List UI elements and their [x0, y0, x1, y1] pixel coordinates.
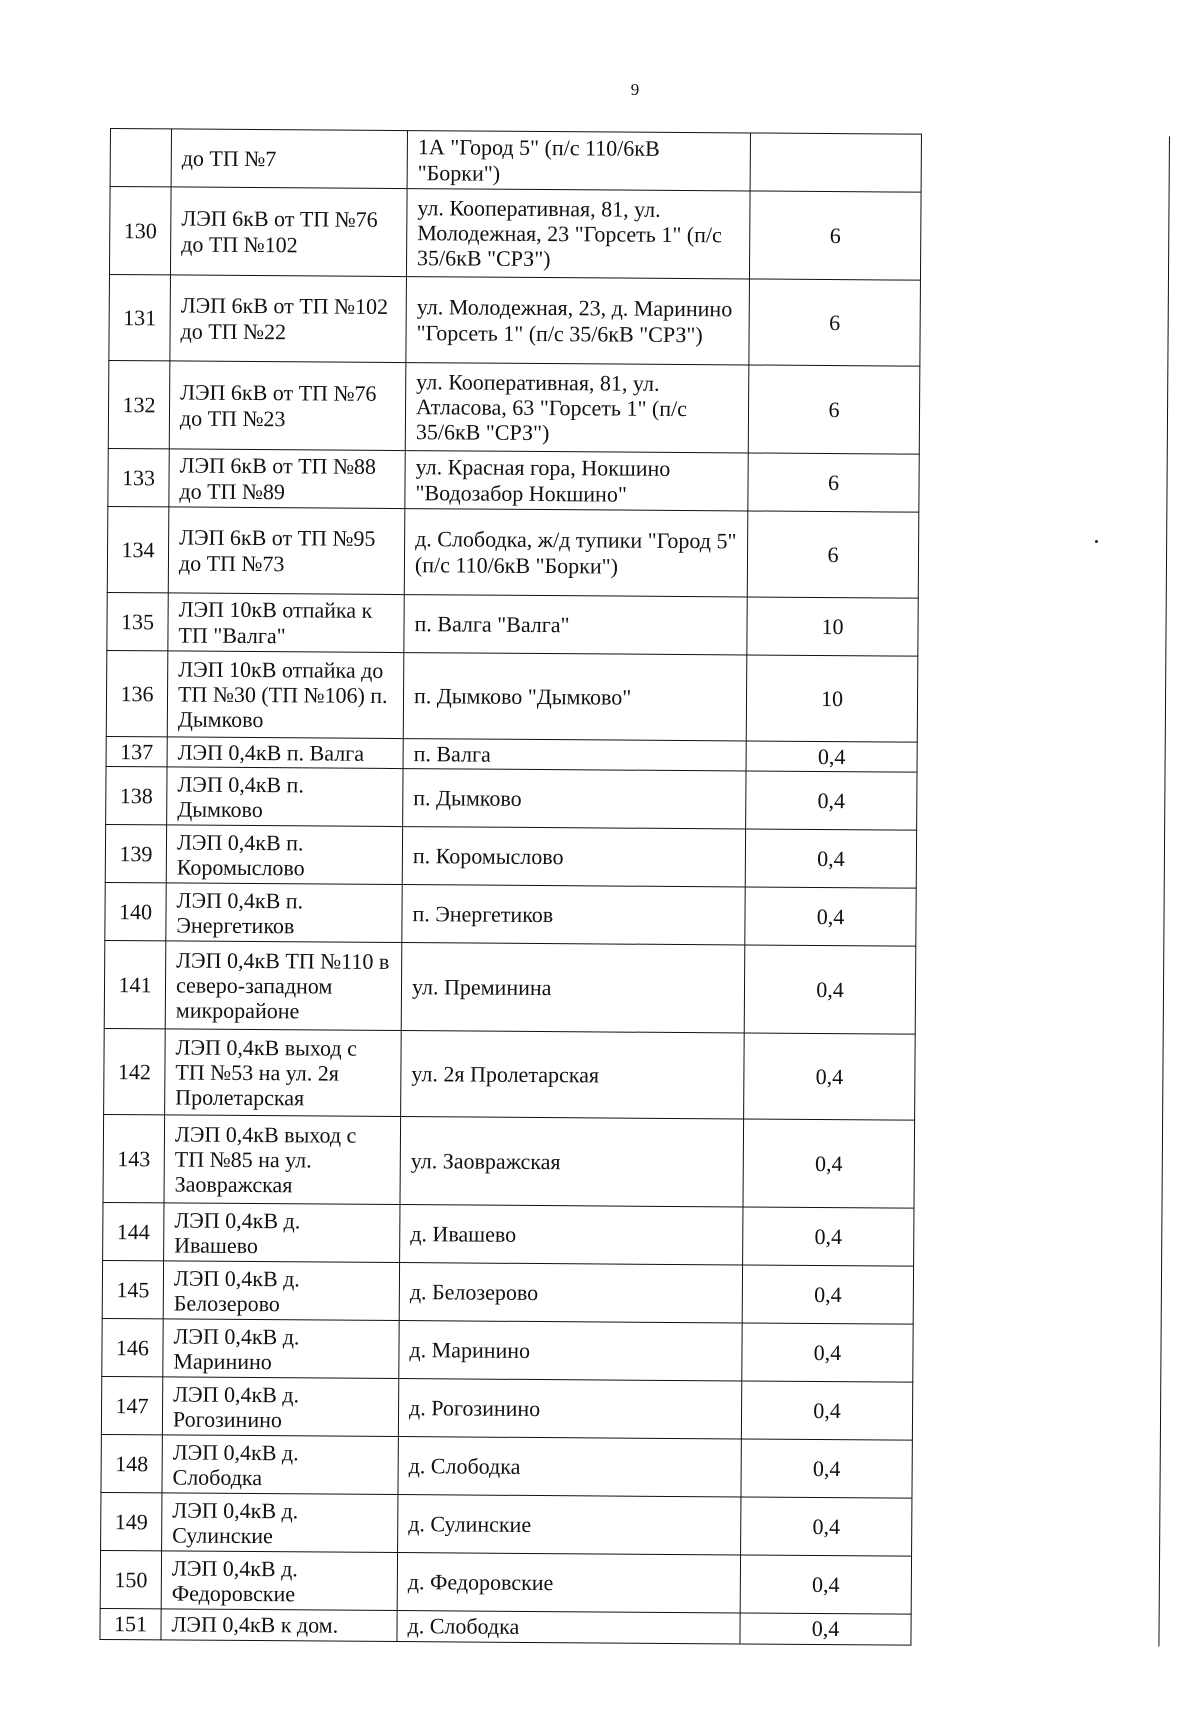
- table-row: [108, 360, 1168, 455]
- row-number-cell: 139: [105, 825, 166, 883]
- extra-cell: [916, 830, 1164, 890]
- table-row: [108, 448, 1167, 513]
- table-row: [103, 1115, 1163, 1210]
- address-cell: д. Сулинские: [398, 1495, 741, 1555]
- line-name-cell: ЛЭП 6кВ от ТП №76 до ТП №23: [169, 361, 406, 451]
- address-cell: п. Дымково: [403, 769, 746, 829]
- table-row: [109, 187, 1169, 282]
- extra-cell: [920, 280, 1169, 368]
- table-row: [104, 1029, 1164, 1122]
- voltage-cell: 0,4: [741, 1497, 912, 1556]
- voltage-cell: 0,4: [744, 1033, 916, 1120]
- row-number-cell: 149: [101, 1493, 162, 1551]
- extra-cell: [911, 1614, 1159, 1646]
- row-number-cell: 151: [100, 1609, 161, 1640]
- table-row: [103, 1203, 1162, 1268]
- address-cell: ул. 2я Пролетарская: [401, 1031, 745, 1119]
- line-name-cell: ЛЭП 6кВ от ТП №88 до ТП №89: [169, 449, 405, 509]
- table-body: [100, 129, 1170, 1647]
- row-number-cell: 142: [104, 1029, 166, 1115]
- table-row: [100, 1609, 1159, 1647]
- row-number-cell: 136: [106, 650, 168, 736]
- address-cell: п. Валга "Валга": [404, 595, 747, 655]
- scan-speck: [1095, 540, 1098, 543]
- line-name-cell: до ТП №7: [171, 129, 407, 189]
- table-row: [102, 1261, 1161, 1326]
- table-row: [109, 274, 1169, 367]
- extra-cell: [915, 946, 1164, 1036]
- row-number-cell: 135: [107, 592, 168, 650]
- extra-cell: [917, 772, 1165, 832]
- address-cell: ул. Кооперативная, 81, ул. Молодежная, 23 "Горсеть 1" (п/с 35/6кВ "СРЗ"): [406, 189, 750, 279]
- extra-cell: [912, 1382, 1160, 1442]
- voltage-cell: 10: [747, 597, 918, 656]
- extra-cell: [912, 1498, 1160, 1558]
- voltage-cell: 0,4: [746, 741, 917, 772]
- table-row: [101, 1377, 1160, 1442]
- voltage-cell: 0,4: [740, 1613, 911, 1644]
- address-cell: п. Дымково "Дымково": [403, 653, 747, 741]
- extra-cell: [919, 454, 1167, 514]
- table-row: [107, 506, 1167, 599]
- address-cell: п. Валга: [403, 739, 746, 772]
- extra-cell: [913, 1266, 1161, 1326]
- voltage-cell: 6: [747, 511, 919, 598]
- voltage-cell: [750, 133, 921, 192]
- row-number-cell: [110, 129, 171, 187]
- table-row: [107, 592, 1166, 657]
- row-number-cell: 132: [108, 360, 170, 448]
- extra-cell: [919, 366, 1168, 456]
- line-name-cell: ЛЭП 0,4кВ д. Белозерово: [163, 1261, 399, 1321]
- extra-cell: [913, 1324, 1161, 1384]
- line-name-cell: ЛЭП 0,4кВ выход с ТП №53 на ул. 2я Пролетарская: [165, 1029, 402, 1117]
- address-cell: д. Слободка, ж/д тупики "Город 5" (п/с 110/6кВ "Борки"): [404, 509, 748, 597]
- voltage-cell: 0,4: [744, 945, 916, 1034]
- voltage-cell: 0,4: [741, 1381, 912, 1440]
- address-cell: ул. Заовражская: [400, 1117, 744, 1207]
- row-number-cell: 146: [102, 1319, 163, 1377]
- extra-cell: [916, 888, 1164, 948]
- address-cell: ул. Молодежная, 23, д. Маринино "Горсеть 1" (п/с 35/6кВ "СРЗ"): [406, 277, 750, 365]
- line-name-cell: ЛЭП 0,4кВ д. Маринино: [163, 1319, 399, 1379]
- line-name-cell: ЛЭП 10кВ отпайка до ТП №30 (ТП №106) п. Дымково: [167, 651, 404, 739]
- voltage-cell: 0,4: [742, 1265, 913, 1324]
- voltage-cell: 0,4: [745, 829, 916, 888]
- line-name-cell: ЛЭП 0,4кВ ТП №110 в северо-западном микрорайоне: [165, 941, 402, 1031]
- extra-cell: [920, 192, 1169, 282]
- line-name-cell: ЛЭП 0,4кВ д. Рогозинино: [162, 1377, 398, 1437]
- row-number-cell: 130: [109, 187, 171, 275]
- voltage-cell: 6: [749, 191, 921, 280]
- row-number-cell: 137: [106, 736, 167, 767]
- line-name-cell: ЛЭП 0,4кВ к дом.: [161, 1609, 397, 1641]
- row-number-cell: 147: [101, 1377, 162, 1435]
- line-name-cell: ЛЭП 6кВ от ТП №102 до ТП №22: [170, 275, 407, 363]
- extra-cell: [917, 742, 1165, 774]
- table-row: [105, 883, 1164, 948]
- voltage-cell: 10: [746, 655, 918, 742]
- line-name-cell: ЛЭП 0,4кВ д. Слободка: [162, 1435, 398, 1495]
- row-number-cell: 138: [106, 767, 167, 825]
- page-number: 9: [630, 80, 640, 99]
- line-name-cell: ЛЭП 0,4кВ п. Валга: [167, 737, 403, 769]
- table-row: [100, 1551, 1159, 1616]
- address-cell: ул. Преминина: [401, 943, 745, 1033]
- table-row: [101, 1435, 1160, 1500]
- table-row: [106, 650, 1166, 743]
- table-row: [101, 1493, 1160, 1558]
- address-cell: д. Маринино: [399, 1321, 742, 1381]
- extra-cell: [918, 512, 1167, 600]
- line-name-cell: ЛЭП 0,4кВ д. Сулинские: [162, 1493, 398, 1553]
- voltage-cell: 0,4: [743, 1207, 914, 1266]
- row-number-cell: 144: [103, 1203, 164, 1261]
- power-lines-table: [99, 128, 1170, 1647]
- address-cell: д. Белозерово: [399, 1263, 742, 1323]
- table-row: [102, 1319, 1161, 1384]
- table-row: [106, 767, 1165, 832]
- line-name-cell: ЛЭП 0,4кВ п. Коромыслово: [166, 825, 402, 885]
- voltage-cell: 6: [749, 279, 921, 366]
- row-number-cell: 134: [107, 506, 169, 592]
- extra-cell: [911, 1556, 1159, 1616]
- voltage-cell: 0,4: [742, 1323, 913, 1382]
- row-number-cell: 141: [104, 941, 166, 1029]
- extra-cell: [914, 1208, 1162, 1268]
- address-cell: д. Слободка: [398, 1437, 741, 1497]
- voltage-cell: 0,4: [741, 1439, 912, 1498]
- extra-cell: [917, 656, 1166, 744]
- voltage-cell: 6: [748, 365, 920, 454]
- table-row: [110, 129, 1169, 194]
- table-row: [104, 941, 1164, 1036]
- line-name-cell: ЛЭП 0,4кВ выход с ТП №85 на ул. Заовражская: [164, 1115, 401, 1205]
- address-cell: д. Ивашево: [400, 1205, 743, 1265]
- voltage-cell: 0,4: [745, 887, 916, 946]
- extra-cell: [921, 134, 1169, 194]
- address-cell: д. Рогозинино: [398, 1379, 741, 1439]
- row-number-cell: 133: [108, 448, 169, 506]
- extra-cell: [914, 1120, 1163, 1210]
- line-name-cell: ЛЭП 0,4кВ д. Ивашево: [164, 1203, 400, 1263]
- voltage-cell: 0,4: [743, 1119, 915, 1208]
- line-name-cell: ЛЭП 10кВ отпайка к ТП "Валга": [168, 593, 404, 653]
- extra-cell: [918, 598, 1166, 658]
- address-cell: 1А "Город 5" (п/с 110/6кВ "Борки"): [407, 131, 750, 191]
- address-cell: п. Коромыслово: [402, 827, 745, 887]
- row-number-cell: 148: [101, 1435, 162, 1493]
- line-name-cell: ЛЭП 6кВ от ТП №76 до ТП №102: [170, 187, 407, 277]
- voltage-cell: 6: [748, 453, 919, 512]
- line-name-cell: ЛЭП 0,4кВ п. Дымково: [167, 767, 403, 827]
- line-name-cell: ЛЭП 6кВ от ТП №95 до ТП №73: [168, 507, 405, 595]
- extra-cell: [915, 1034, 1164, 1122]
- address-cell: ул. Кооперативная, 81, ул. Атласова, 63 "Горсеть 1" (п/с 35/6кВ "СРЗ"): [405, 363, 749, 453]
- row-number-cell: 145: [102, 1261, 163, 1319]
- row-number-cell: 131: [109, 274, 171, 360]
- row-number-cell: 143: [103, 1115, 165, 1203]
- address-cell: д. Слободка: [397, 1611, 740, 1644]
- address-cell: п. Энергетиков: [402, 885, 745, 945]
- table-row: [105, 825, 1164, 890]
- row-number-cell: 140: [105, 883, 166, 941]
- line-name-cell: ЛЭП 0,4кВ д. Федоровские: [161, 1551, 397, 1611]
- address-cell: д. Федоровские: [397, 1553, 740, 1613]
- voltage-cell: 0,4: [740, 1555, 911, 1614]
- address-cell: ул. Красная гора, Нокшино "Водозабор Нокшино": [405, 451, 748, 511]
- extra-cell: [912, 1440, 1160, 1500]
- line-name-cell: ЛЭП 0,4кВ п. Энергетиков: [166, 883, 402, 943]
- row-number-cell: 150: [100, 1551, 161, 1609]
- voltage-cell: 0,4: [746, 771, 917, 830]
